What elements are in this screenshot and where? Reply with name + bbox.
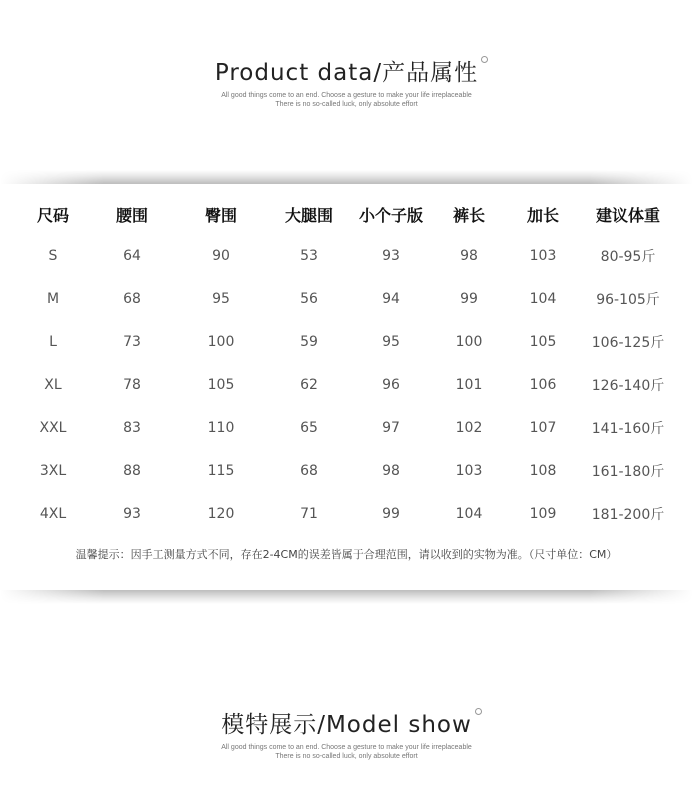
table-cell: L (49, 333, 57, 350)
table-cell: S (48, 247, 58, 264)
model-show-header (0, 710, 693, 761)
table-cell: 56 (300, 290, 318, 307)
column-header: 建议体重 (595, 205, 660, 225)
table-cell: 73 (123, 333, 141, 350)
table-row (18, 363, 678, 406)
table-cell: 99 (460, 290, 478, 307)
table-cell: 181-200斤 (591, 506, 665, 523)
model-show-title (221, 710, 472, 740)
table-cell: 4XL (39, 505, 67, 522)
table-cell: 94 (382, 290, 400, 307)
column-header: 加长 (526, 205, 559, 225)
product-data-subtitle-2: There is no so-called luck, only absolute effort (275, 101, 418, 108)
size-table (18, 194, 678, 535)
model-show-subtitle-1: All good things come to an end. Choose a gesture to make your life irreplaceable (221, 744, 472, 751)
table-cell: 93 (123, 505, 141, 522)
table-cell: 95 (382, 333, 400, 350)
table-cell: 103 (455, 462, 483, 479)
table-cell: 115 (207, 462, 235, 479)
table-cell: 100 (455, 333, 483, 350)
table-row (18, 234, 678, 277)
table-cell: 110 (207, 419, 235, 436)
table-cell: 98 (460, 247, 478, 264)
table-cell: 96 (382, 376, 400, 393)
column-header: 腰围 (115, 205, 148, 225)
table-row (18, 320, 678, 363)
column-header: 臀围 (204, 205, 237, 225)
table-cell: 62 (300, 376, 318, 393)
panel-shadow-bottom (0, 588, 693, 604)
table-cell: 59 (300, 333, 318, 350)
table-cell: XXL (39, 419, 67, 436)
table-cell: 88 (123, 462, 141, 479)
table-cell: 68 (123, 290, 141, 307)
table-cell: XL (44, 376, 62, 393)
column-header: 小个子版 (358, 205, 423, 225)
table-cell: 3XL (39, 462, 67, 479)
size-chart-panel (0, 184, 693, 590)
product-data-header (0, 58, 693, 109)
table-cell: 102 (455, 419, 483, 436)
table-cell: 100 (207, 333, 235, 350)
table-header-row (18, 194, 678, 234)
table-cell: 120 (207, 505, 235, 522)
table-cell: 71 (300, 505, 318, 522)
model-show-subtitle-2: There is no so-called luck, only absolute effort (275, 753, 418, 760)
table-cell: 64 (123, 247, 141, 264)
model-show-title-text: 模特展示/Model show (221, 712, 472, 738)
table-cell: 107 (529, 419, 557, 436)
table-cell: 104 (529, 290, 557, 307)
table-cell: 126-140斤 (591, 377, 665, 394)
column-header: 裤长 (452, 205, 485, 225)
circle-ornament-icon (481, 56, 488, 63)
table-cell: 109 (529, 505, 557, 522)
table-cell: 161-180斤 (591, 463, 665, 480)
table-cell: 105 (207, 376, 235, 393)
table-cell: 105 (529, 333, 557, 350)
table-cell: 80-95斤 (600, 248, 656, 265)
table-cell: 90 (212, 247, 230, 264)
table-row (18, 406, 678, 449)
table-cell: 96-105斤 (596, 291, 660, 308)
table-cell: 106 (529, 376, 557, 393)
circle-ornament-icon (475, 708, 482, 715)
table-cell: 106-125斤 (591, 334, 665, 351)
table-cell: 104 (455, 505, 483, 522)
table-cell: 68 (300, 462, 318, 479)
column-header: 尺码 (36, 205, 69, 225)
table-cell: 99 (382, 505, 400, 522)
table-cell: 53 (300, 247, 318, 264)
table-row (18, 492, 678, 535)
table-cell: 103 (529, 247, 557, 264)
measurement-note: 温馨提示：因手工测量方式不同，存在2-4CM的误差皆属于合理范围，请以收到的实物为准。（尺寸单位：CM） (75, 548, 618, 561)
table-cell: 65 (300, 419, 318, 436)
table-row (18, 277, 678, 320)
table-cell: 98 (382, 462, 400, 479)
product-data-title (215, 58, 478, 88)
table-row (18, 449, 678, 492)
product-data-subtitle-1: All good things come to an end. Choose a gesture to make your life irreplaceable (221, 92, 472, 99)
table-cell: 93 (382, 247, 400, 264)
table-cell: 101 (455, 376, 483, 393)
table-cell: 83 (123, 419, 141, 436)
table-cell: 95 (212, 290, 230, 307)
table-cell: 108 (529, 462, 557, 479)
column-header: 大腿围 (284, 205, 333, 225)
table-cell: M (46, 290, 60, 307)
table-cell: 97 (382, 419, 400, 436)
table-cell: 141-160斤 (591, 420, 665, 437)
table-cell: 78 (123, 376, 141, 393)
product-data-title-text: Product data/产品属性 (214, 60, 479, 86)
